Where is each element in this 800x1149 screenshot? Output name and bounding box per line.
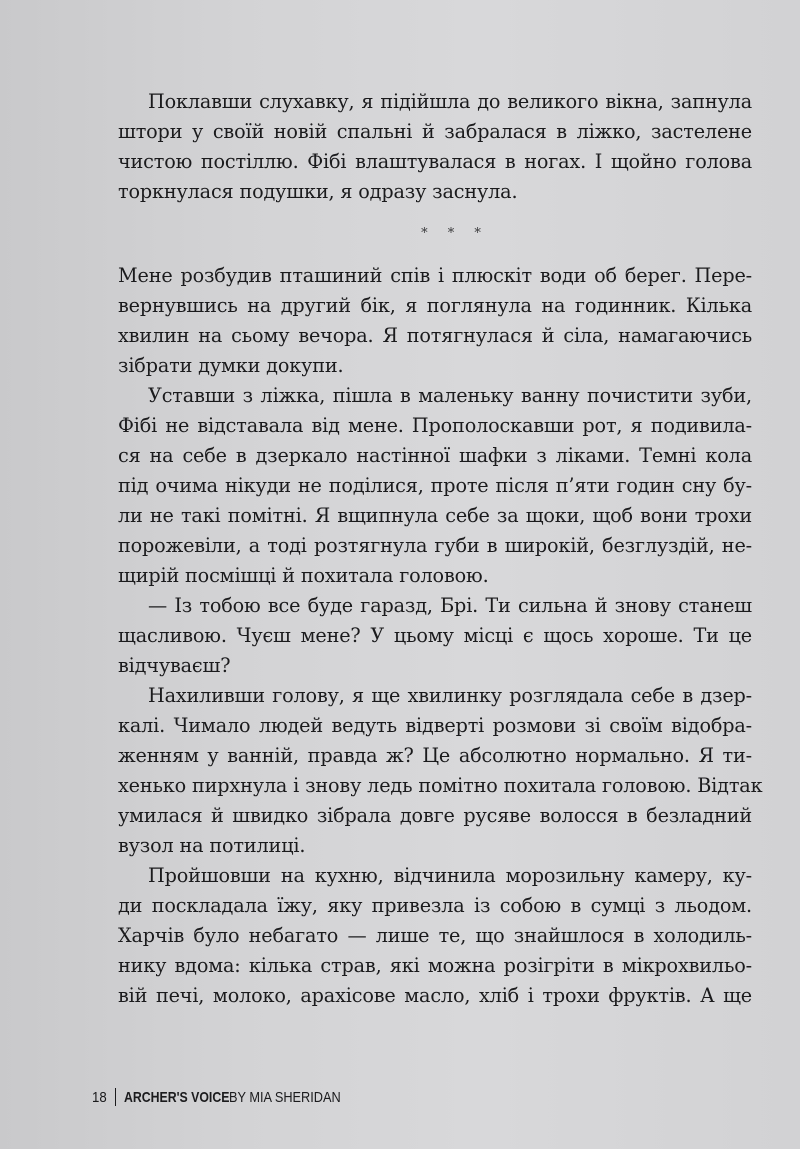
text-line: хенько пирхнула і знову ледь помітно похитала головою. Відтак — [118, 774, 763, 797]
text-line: відчуваєш? — [118, 654, 231, 677]
paragraph — [118, 681, 763, 861]
text-line: штори у своїй новій спальні й забралася в ліжко, застелене — [118, 120, 752, 143]
text-line: зібрати думки докупи. — [118, 354, 344, 377]
book-author: BY MIA SHERIDAN — [228, 1088, 341, 1106]
paragraph — [118, 87, 752, 207]
paragraph-dialogue — [118, 591, 752, 681]
paragraph — [118, 261, 752, 381]
page-number: 18 — [92, 1088, 107, 1106]
text-line: щирій посмішці й похитала головою. — [118, 564, 489, 587]
text-line: умилася й швидко зібрала довге русяве волосся в безладний — [118, 804, 752, 827]
text-line: Мене розбудив пташиний спів і плюскіт води об берег. Пере- — [118, 264, 752, 287]
text-line: хвилин на сьому вечора. Я потягнулася й сіла, намагаючись — [118, 324, 752, 347]
text-line: вернувшись на другий бік, я поглянула на годинник. Кілька — [118, 294, 752, 317]
text-line: Харчів було небагато — лише те, що знайшлося в холодиль- — [118, 924, 752, 947]
text-line: Поклавши слухавку, я підійшла до великого вікна, запнула — [148, 90, 752, 113]
text-line: ди поскладала їжу, яку привезла із собою в сумці з льодом. — [118, 894, 752, 917]
text-line: чистою постіллю. Фібі влаштувалася в ногах. І щойно голова — [118, 150, 752, 173]
running-footer — [92, 1088, 360, 1106]
text-line: порожевіли, а тоді розтягнула губи в широкій, безглуздій, не- — [118, 534, 752, 557]
text-line: під очима нікуди не поділися, проте після п’яти годин сну бу- — [118, 474, 752, 497]
text-line: — Із тобою все буде гаразд, Брі. Ти сильна й знову станеш — [148, 594, 752, 617]
section-break: * * * — [421, 226, 489, 241]
text-line: Фібі не відставала від мене. Прополоскавши рот, я подивила- — [118, 414, 752, 437]
text-line: торкнулася подушки, я одразу заснула. — [118, 180, 518, 203]
text-line: калі. Чимало людей ведуть відверті розмови зі своїм відобра- — [118, 714, 752, 737]
text-line: Пройшовши на кухню, відчинила морозильну камеру, ку- — [148, 864, 752, 887]
footer-divider — [115, 1088, 117, 1106]
text-line: Уставши з ліжка, пішла в маленьку ванну почистити зуби, — [148, 384, 752, 407]
text-line: Нахиливши голову, я ще хвилинку розглядала себе в дзер- — [148, 684, 752, 707]
paragraph — [118, 861, 752, 1011]
text-line: вузол на потилиці. — [118, 834, 306, 857]
text-line: ся на себе в дзеркало настінної шафки з ліками. Темні кола — [118, 444, 752, 467]
text-line: щасливою. Чуєш мене? У цьому місці є щось хороше. Ти це — [118, 624, 752, 647]
book-title: ARCHER'S VOICE — [124, 1088, 230, 1106]
text-line: вій печі, молоко, арахісове масло, хліб і трохи фруктів. А ще — [118, 984, 752, 1007]
text-line: ли не такі помітні. Я вщипнула себе за щоки, щоб вони трохи — [118, 504, 752, 527]
body-text — [118, 87, 763, 1011]
text-line: женням у ванній, правда ж? Це абсолютно нормально. Я ти- — [118, 744, 752, 767]
paragraph — [118, 381, 752, 591]
text-line: нику вдома: кілька страв, які можна розігріти в мікрохвильо- — [118, 954, 752, 977]
